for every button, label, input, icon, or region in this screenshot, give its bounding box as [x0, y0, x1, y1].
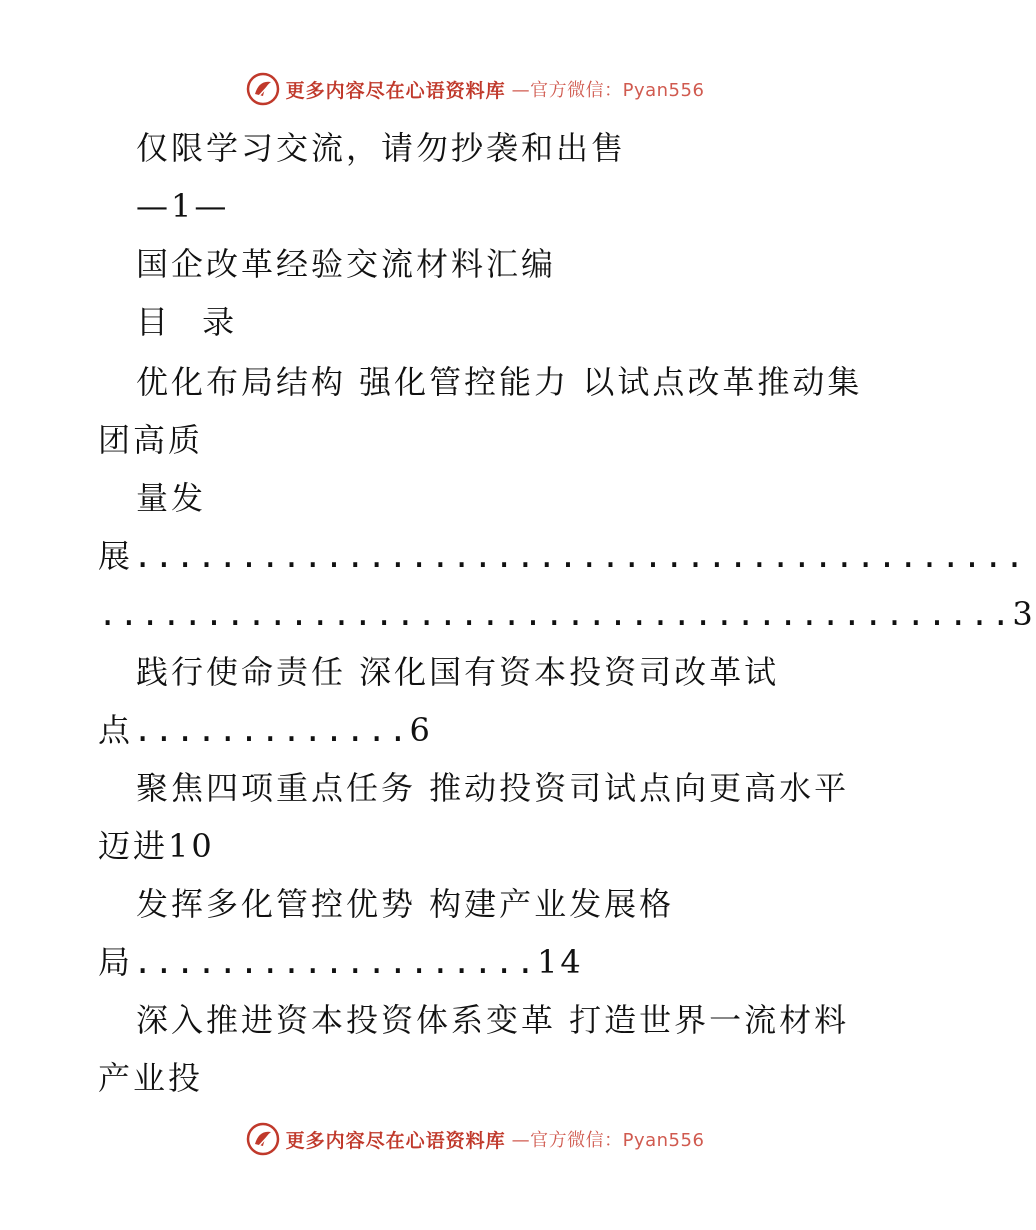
toc-entry-4-title-line-1: 发挥多化管控优势 构建产业发展格: [136, 885, 675, 923]
toc-leader-dots: ...........................................: [98, 595, 1013, 633]
toc-entry-5-title-line-1: 深入推进资本投资体系变革 打造世界一流材料: [136, 1001, 850, 1039]
toc-entry-4-leader-line: [98, 942, 584, 982]
toc-leader-dots: ...................: [133, 943, 538, 981]
toc-entry-1-title-line-1: 优化布局结构 强化管控能力 以试点改革推动集: [136, 363, 863, 401]
toc-entry-1-leader-line-2: [98, 594, 1036, 634]
toc-entry-1-leader-line-1: [98, 536, 1026, 576]
toc-entry-2-last-char: 点: [98, 711, 134, 749]
usage-notice: 仅限学习交流，请勿抄袭和出售: [136, 129, 627, 167]
toc-entry-1-last-char: 展: [98, 537, 134, 575]
footer-banner-text: 更多内容尽在心语资料库: [285, 1129, 506, 1152]
brand-logo-icon: [246, 1122, 280, 1156]
header-banner-text: 更多内容尽在心语资料库: [285, 79, 506, 102]
toc-leader-dots: ..........................................: [133, 537, 1027, 575]
toc-entry-1-title-line-3: 量发: [136, 479, 207, 517]
header-banner-subtext: —官方微信：Pyan556: [511, 80, 705, 101]
header-watermark-banner: [0, 72, 950, 106]
toc-entry-2-title-line-1: 践行使命责任 深化国有资本投资司改革试: [136, 653, 780, 691]
toc-heading: 目 录: [136, 303, 247, 341]
document-title: 国企改革经验交流材料汇编: [136, 245, 557, 283]
toc-entry-1-page-number: 3: [1012, 595, 1036, 633]
footer-watermark-banner: [0, 1122, 950, 1156]
toc-leader-dots: .............: [133, 711, 410, 749]
toc-entry-2-page-number: 6: [409, 711, 433, 749]
toc-entry-3-title-line-1: 聚焦四项重点任务 推动投资司试点向更高水平: [136, 769, 850, 807]
toc-entry-2-leader-line: [98, 710, 433, 750]
brand-logo-icon: [246, 72, 280, 106]
page-marker: —1—: [136, 187, 230, 225]
toc-entry-4-page-number: 14: [537, 943, 584, 981]
footer-banner-subtext: —官方微信：Pyan556: [511, 1130, 705, 1151]
toc-entry-5-title-line-2: 产业投: [98, 1059, 204, 1097]
toc-entry-3-title-line-2: 迈进10: [98, 827, 215, 865]
toc-entry-1-title-line-2: 团高质: [98, 421, 204, 459]
toc-entry-4-last-char: 局: [98, 943, 134, 981]
